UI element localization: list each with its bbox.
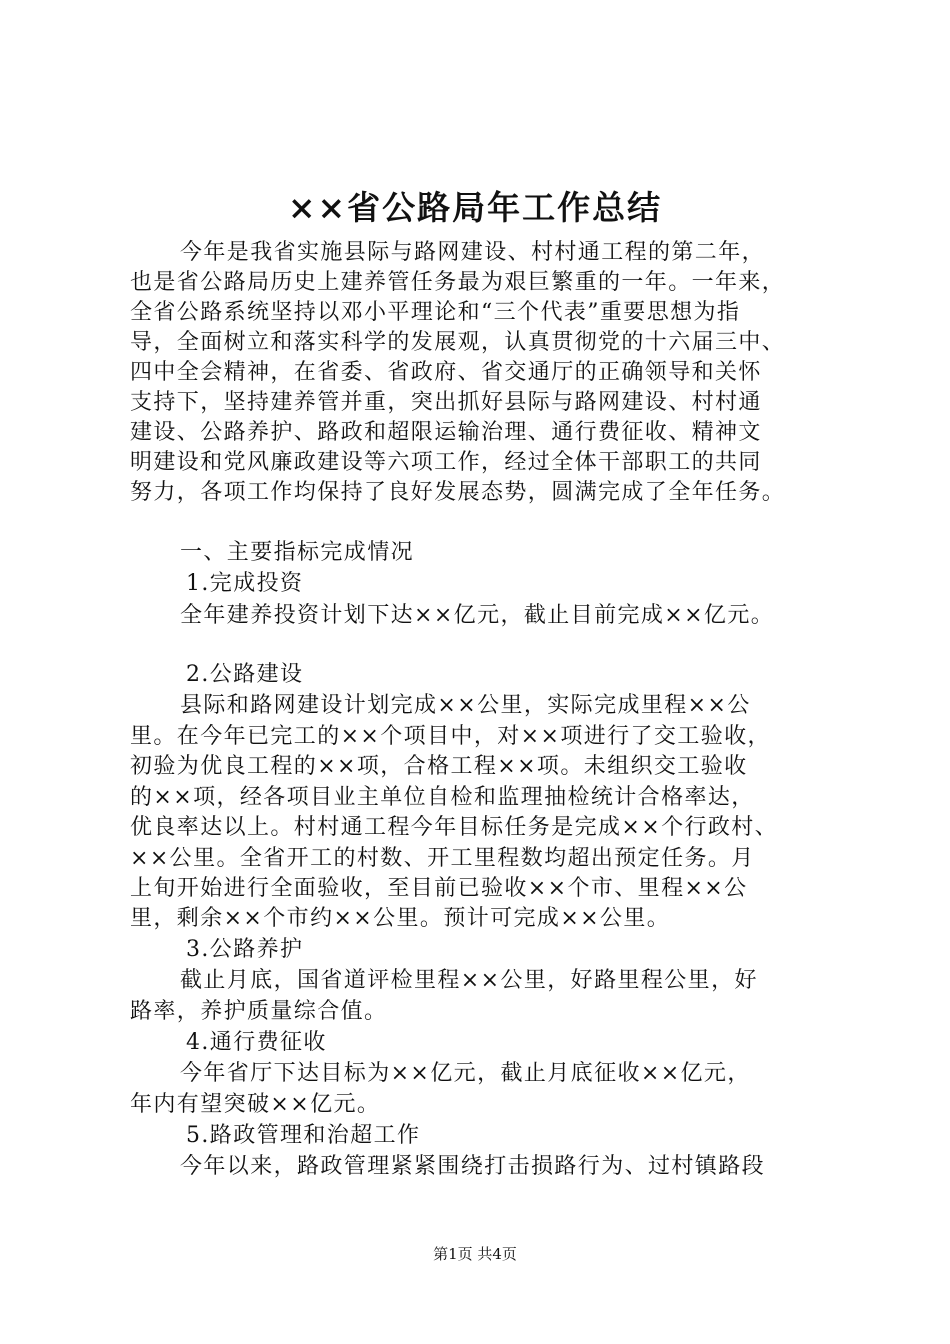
item-heading-road-maintenance: 3.公路养护 — [186, 937, 304, 962]
item-body-road-construction-line-3: 初验为优良工程的××项，合格工程××项。未组织交工验收 — [130, 754, 748, 779]
item-body-toll-collection-line-2: 年内有望突破××亿元。 — [130, 1092, 381, 1117]
item-body-road-maintenance-line-2: 路率，养护质量综合值。 — [130, 999, 388, 1024]
intro-line-9: 努力，各项工作均保持了良好发展态势，圆满完成了全年任务。 — [130, 480, 786, 505]
item-heading-investment: 1.完成投资 — [186, 571, 304, 596]
intro-line-6: 支持下，坚持建养管并重，突出抓好县际与路网建设、村村通 — [130, 390, 762, 415]
item-body-road-construction-line-5: 优良率达以上。村村通工程今年目标任务是完成××个行政村、 — [130, 815, 779, 840]
intro-line-4: 导，全面树立和落实科学的发展观，认真贯彻党的十六届三中、 — [130, 330, 786, 355]
intro-line-5: 四中全会精神，在省委、省政府、省交通厅的正确领导和关怀 — [130, 360, 762, 385]
intro-line-7: 建设、公路养护、路政和超限运输治理、通行费征收、精神文 — [130, 420, 762, 445]
intro-line-2: 也是省公路局历史上建养管任务最为艰巨繁重的一年。一年来， — [130, 270, 786, 295]
item-body-road-maintenance-line-1: 截止月底，国省道评检里程××公里，好路里程公里，好 — [180, 968, 758, 993]
item-body-road-administration-line-1: 今年以来，路政管理紧紧围绕打击损路行为、过村镇路段 — [180, 1154, 766, 1179]
item-body-road-construction-line-2: 里。在今年已完工的××个项目中，对××项进行了交工验收， — [130, 724, 771, 749]
document-title: ××省公路局年工作总结 — [287, 188, 663, 227]
section-heading-main-indicators: 一、主要指标完成情况 — [180, 540, 415, 565]
intro-line-1: 今年是我省实施县际与路网建设、村村通工程的第二年， — [180, 240, 766, 265]
item-body-toll-collection-line-1: 今年省厅下达目标为××亿元，截止月底征收××亿元， — [180, 1061, 751, 1086]
item-body-road-construction-line-8: 里，剩余××个市约××公里。预计可完成××公里。 — [130, 906, 671, 931]
intro-line-3: 全省公路系统坚持以邓小平理论和“三个代表”重要思想为指 — [130, 300, 741, 325]
item-body-road-construction-line-7: 上旬开始进行全面验收，至目前已验收××个市、里程××公 — [130, 876, 748, 901]
item-body-investment-line-1: 全年建养投资计划下达××亿元，截止目前完成××亿元。 — [180, 603, 775, 628]
item-body-road-construction-line-4: 的××项，经各项目业主单位自检和监理抽检统计合格率达， — [130, 785, 755, 810]
item-heading-road-administration: 5.路政管理和治超工作 — [186, 1123, 421, 1148]
page-number-footer: 第1页 共4页 — [433, 1245, 517, 1263]
intro-line-8: 明建设和党风廉政建设等六项工作，经过全体干部职工的共同 — [130, 450, 762, 475]
item-body-road-construction-line-1: 县际和路网建设计划完成××公里，实际完成里程××公 — [180, 693, 751, 718]
item-heading-road-construction: 2.公路建设 — [186, 662, 304, 687]
item-body-road-construction-line-6: ××公里。全省开工的村数、开工里程数均超出预定任务。月 — [130, 846, 755, 871]
item-heading-toll-collection: 4.通行费征收 — [186, 1030, 327, 1055]
